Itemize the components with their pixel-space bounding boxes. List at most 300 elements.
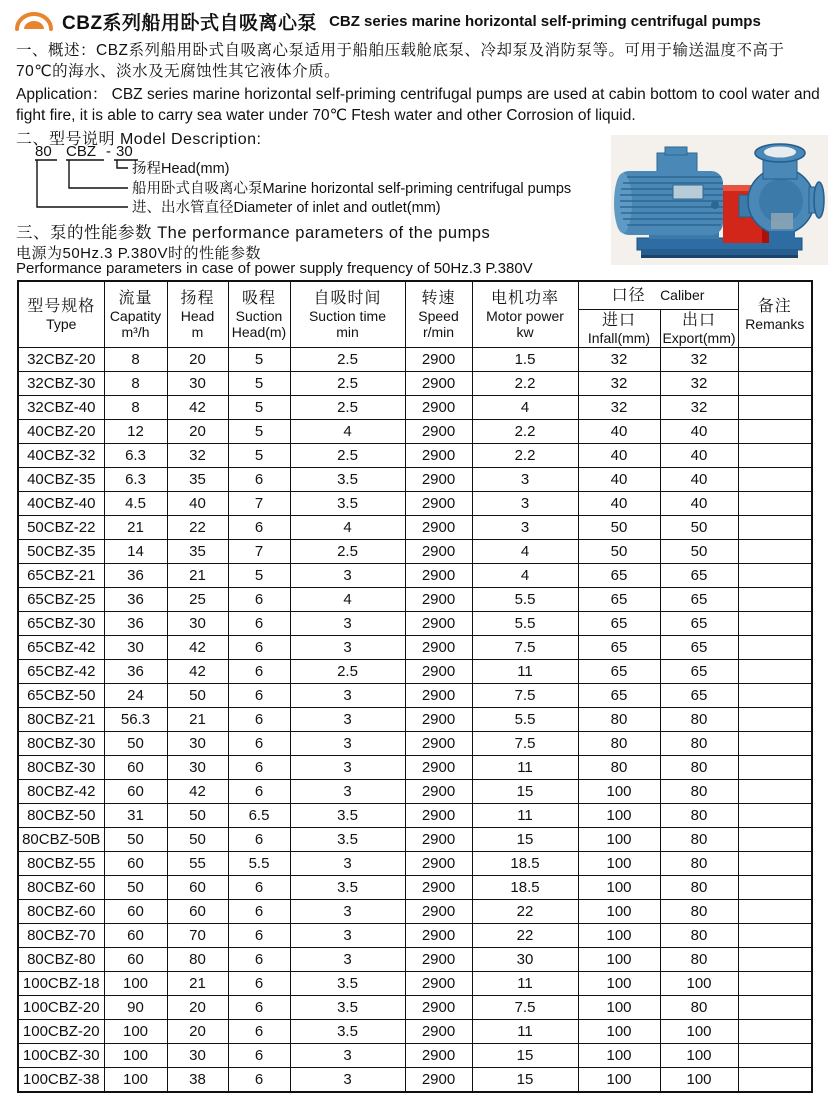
table-row [18,779,812,803]
table-cell: 30 [104,635,167,659]
performance-table [17,280,813,1093]
table-cell: 80 [660,803,738,827]
table-cell: 2900 [405,563,472,587]
table-cell: 3.5 [290,995,405,1019]
table-cell: 6 [228,467,290,491]
table-cell: 80 [578,707,660,731]
table-cell: 6 [228,923,290,947]
table-cell: 100 [660,1067,738,1092]
table-cell: 4 [472,395,578,419]
table-cell: 7 [228,491,290,515]
col-header-head-unit: m [191,323,204,340]
table-cell: 80CBZ-42 [18,779,104,803]
table-cell: 55 [167,851,228,875]
table-cell: 2900 [405,827,472,851]
table-cell: 80 [660,707,738,731]
table-cell: 65 [660,611,738,635]
brand-arc-icon [14,9,54,35]
table-cell [738,395,812,419]
table-cell: 3 [290,635,405,659]
table-cell: 22 [167,515,228,539]
table-cell: 60 [167,899,228,923]
table-cell: 2900 [405,1067,472,1092]
col-header-type-en: Type [46,315,77,332]
table-cell: 65 [578,635,660,659]
table-row [18,923,812,947]
col-header-motor-power-zh: 电机功率 [490,289,559,307]
table-cell: 5 [228,563,290,587]
table-cell: 3.5 [290,803,405,827]
table-cell: 2.5 [290,659,405,683]
col-header-suction [228,281,290,347]
table-cell: 3 [290,683,405,707]
page-header [14,8,761,35]
table-cell: 50 [578,515,660,539]
table-cell: 65CBZ-21 [18,563,104,587]
performance-heading: 三、泵的性能参数 The performance parameters of the pumps [16,224,491,242]
table-cell [738,587,812,611]
table-cell: 3 [290,923,405,947]
table-cell: 14 [104,539,167,563]
table-cell: 3 [290,947,405,971]
col-header-suction-en: Suction [235,307,283,324]
table-cell: 3 [290,779,405,803]
model-description-heading: 二、型号说明 Model Description: [16,131,262,148]
table-cell: 5.5 [472,611,578,635]
table-cell: 20 [167,1019,228,1043]
table-cell: 2900 [405,515,472,539]
table-cell [738,851,812,875]
table-cell: 50CBZ-35 [18,539,104,563]
table-cell: 2900 [405,467,472,491]
table-row [18,443,812,467]
col-header-infall-en: Infall(mm) [587,329,651,346]
table-cell: 50 [660,515,738,539]
table-cell: 80CBZ-80 [18,947,104,971]
table-cell: 60 [104,755,167,779]
table-cell: 15 [472,1067,578,1092]
table-cell: 50 [104,731,167,755]
table-cell: 12 [104,419,167,443]
page-title-zh: CBZ系列船用卧式自吸离心泵 [62,13,318,34]
table-cell: 5 [228,443,290,467]
table-cell: 40 [578,443,660,467]
table-cell: 32 [660,371,738,395]
table-cell: 2900 [405,851,472,875]
table-cell [738,779,812,803]
page-title-en: CBZ series marine horizontal self-priming centrifugal pumps [329,13,761,30]
table-cell: 40 [660,491,738,515]
table-cell: 100 [578,947,660,971]
col-header-motor-power-unit: kw [516,323,534,340]
table-cell: 30 [167,731,228,755]
table-cell: 36 [104,587,167,611]
table-cell: 6 [228,755,290,779]
table-cell: 40 [578,467,660,491]
table-cell: 2.5 [290,347,405,371]
table-cell [738,827,812,851]
table-cell: 35 [167,539,228,563]
table-cell: 80CBZ-70 [18,923,104,947]
table-cell: 3 [472,515,578,539]
col-header-infall [578,309,660,347]
table-cell [738,419,812,443]
table-cell: 5.5 [472,707,578,731]
table-cell: 100 [104,971,167,995]
table-cell [738,371,812,395]
table-cell: 5 [228,419,290,443]
table-cell: 80 [660,875,738,899]
table-cell: 65CBZ-42 [18,659,104,683]
table-cell: 100 [104,1067,167,1092]
table-cell: 6 [228,971,290,995]
table-cell: 7.5 [472,995,578,1019]
table-cell: 6 [228,683,290,707]
table-cell [738,755,812,779]
table-cell: 2900 [405,779,472,803]
table-cell: 30 [167,1043,228,1067]
table-cell [738,443,812,467]
power-note-zh: 电源为50Hz.3 P.380V时的性能参数 [16,245,261,262]
table-cell: 3 [290,1067,405,1092]
col-header-caliber-zh: 口径 [611,286,646,304]
table-cell: 3.5 [290,971,405,995]
table-cell: 6.3 [104,467,167,491]
model-label-series: 船用卧式自吸离心泵Marine horizontal self-priming centrifugal pumps [132,181,572,197]
table-cell: 2900 [405,683,472,707]
table-cell: 3.5 [290,467,405,491]
table-cell: 80 [660,851,738,875]
table-cell: 80 [660,923,738,947]
table-cell: 100 [578,827,660,851]
table-cell: 40CBZ-32 [18,443,104,467]
table-row [18,707,812,731]
table-row [18,491,812,515]
table-row [18,611,812,635]
table-cell: 6 [228,779,290,803]
table-cell: 8 [104,395,167,419]
table-cell: 35 [167,467,228,491]
col-header-type [18,281,104,347]
power-note-en: Performance parameters in case of power supply frequency of 50Hz.3 P.380V [16,260,533,277]
table-cell: 6 [228,707,290,731]
table-cell [738,491,812,515]
col-header-motor-power-en: Motor power [486,307,564,324]
table-cell: 100 [578,803,660,827]
table-cell: 65 [578,683,660,707]
table-cell: 40CBZ-20 [18,419,104,443]
table-cell: 100 [104,1043,167,1067]
table-cell: 18.5 [472,875,578,899]
table-cell: 50 [167,827,228,851]
table-cell: 7 [228,539,290,563]
table-row [18,1019,812,1043]
table-cell: 100 [578,779,660,803]
table-cell: 80 [660,731,738,755]
table-row [18,683,812,707]
table-cell: 21 [104,515,167,539]
table-cell: 100 [660,1043,738,1067]
table-cell: 65CBZ-30 [18,611,104,635]
table-cell: 3 [472,467,578,491]
table-row [18,419,812,443]
table-cell: 100 [104,1019,167,1043]
col-header-infall-zh: 进口 [601,311,636,329]
col-header-speed-unit: r/min [422,323,455,340]
table-cell: 5 [228,371,290,395]
table-cell: 21 [167,563,228,587]
table-cell: 50 [167,803,228,827]
model-code-size: 80 [35,143,52,160]
table-cell: 65 [660,683,738,707]
table-cell: 100 [578,899,660,923]
table-cell: 2900 [405,707,472,731]
table-cell: 22 [472,899,578,923]
table-cell: 100CBZ-20 [18,995,104,1019]
table-cell: 65 [578,563,660,587]
table-cell: 6.3 [104,443,167,467]
table-row [18,467,812,491]
table-cell: 2900 [405,995,472,1019]
table-cell: 3 [290,1043,405,1067]
table-cell [738,635,812,659]
table-cell [738,659,812,683]
col-header-capacity [104,281,167,347]
table-cell: 80CBZ-30 [18,731,104,755]
table-row [18,659,812,683]
col-header-head [167,281,228,347]
table-cell: 80CBZ-55 [18,851,104,875]
table-cell: 15 [472,779,578,803]
table-cell: 40CBZ-35 [18,467,104,491]
table-cell: 3 [472,491,578,515]
table-cell: 40 [167,491,228,515]
model-label-head: 扬程Head(mm) [132,161,230,177]
table-cell: 42 [167,635,228,659]
table-cell: 80 [660,995,738,1019]
table-cell: 60 [104,947,167,971]
table-row [18,563,812,587]
table-cell: 2900 [405,419,472,443]
table-cell: 7.5 [472,731,578,755]
table-row [18,1043,812,1067]
col-header-suction-time-zh: 自吸时间 [313,289,382,307]
table-cell: 3 [290,851,405,875]
table-row [18,899,812,923]
table-cell: 80 [660,779,738,803]
pump-product-image [611,135,828,265]
table-cell: 100 [578,1019,660,1043]
table-cell: 22 [472,923,578,947]
table-cell: 40 [660,419,738,443]
table-cell: 6 [228,899,290,923]
table-cell: 40CBZ-40 [18,491,104,515]
table-cell: 100 [660,1019,738,1043]
table-cell: 60 [104,779,167,803]
table-cell: 100CBZ-30 [18,1043,104,1067]
table-cell: 36 [104,659,167,683]
table-cell: 100CBZ-18 [18,971,104,995]
col-header-suction-time-unit: min [336,323,359,340]
table-cell: 2900 [405,587,472,611]
table-cell: 32CBZ-40 [18,395,104,419]
table-cell: 2900 [405,947,472,971]
table-row [18,803,812,827]
table-cell: 80CBZ-60 [18,875,104,899]
table-row [18,731,812,755]
table-cell: 38 [167,1067,228,1092]
table-cell: 2900 [405,347,472,371]
table-cell: 2900 [405,899,472,923]
table-cell: 40 [578,491,660,515]
col-header-capacity-en: Capatity [109,307,162,324]
model-code-series: CBZ [66,143,96,160]
table-cell [738,923,812,947]
table-row [18,875,812,899]
table-cell: 42 [167,779,228,803]
col-header-caliber-en: Caliber [660,286,705,303]
table-cell [738,467,812,491]
table-cell [738,731,812,755]
table-cell: 65CBZ-25 [18,587,104,611]
table-cell: 100 [578,1067,660,1092]
table-cell: 6 [228,995,290,1019]
table-cell: 2.2 [472,419,578,443]
table-row [18,1067,812,1092]
table-cell: 50CBZ-22 [18,515,104,539]
table-cell: 20 [167,995,228,1019]
col-header-suction-zh: 吸程 [241,289,276,307]
table-cell [738,995,812,1019]
table-cell [738,1019,812,1043]
col-header-export [660,309,738,347]
table-cell: 50 [660,539,738,563]
table-cell: 11 [472,1019,578,1043]
col-header-speed [405,281,472,347]
col-header-suction-time-en: Suction time [308,307,387,324]
table-cell: 15 [472,827,578,851]
table-cell: 6 [228,587,290,611]
table-cell: 100 [660,971,738,995]
table-cell: 20 [167,347,228,371]
table-cell: 6 [228,659,290,683]
table-cell: 50 [167,683,228,707]
table-cell: 30 [167,371,228,395]
table-cell: 65 [578,611,660,635]
table-cell: 21 [167,707,228,731]
table-cell [738,611,812,635]
table-cell: 24 [104,683,167,707]
table-cell: 4.5 [104,491,167,515]
table-cell: 80CBZ-50 [18,803,104,827]
col-header-type-zh: 型号规格 [27,297,96,315]
table-cell: 5.5 [228,851,290,875]
table-cell: 20 [167,419,228,443]
col-header-capacity-zh: 流量 [118,289,153,307]
table-row [18,995,812,1019]
table-cell: 3 [290,707,405,731]
table-cell: 2900 [405,659,472,683]
table-cell: 100 [578,875,660,899]
table-cell [738,515,812,539]
table-cell: 2.5 [290,443,405,467]
table-cell: 11 [472,971,578,995]
table-cell: 65 [578,659,660,683]
col-header-remarks [738,281,812,347]
table-cell: 42 [167,659,228,683]
overview-paragraph-zh: 一、概述：CBZ系列船用卧式自吸离心泵适用于船舶压载舱底泵、冷却泵及消防泵等。可用于输送温度不高于70℃的海水、淡水及无腐蚀性其它液体介质。 [16,42,785,80]
table-row [18,971,812,995]
table-cell [738,347,812,371]
table-cell: 80 [660,827,738,851]
table-row [18,539,812,563]
table-cell: 31 [104,803,167,827]
table-row [18,371,812,395]
table-cell [738,707,812,731]
table-cell: 40 [660,467,738,491]
table-cell: 2.5 [290,539,405,563]
table-cell: 6 [228,875,290,899]
table-row [18,827,812,851]
table-cell: 60 [104,923,167,947]
table-cell: 100 [578,923,660,947]
model-code-leader-lines [35,160,138,207]
table-cell [738,875,812,899]
table-cell: 21 [167,971,228,995]
table-cell: 2900 [405,611,472,635]
table-cell: 80 [660,755,738,779]
col-header-capacity-unit: m³/h [121,323,150,340]
table-cell: 80 [167,947,228,971]
table-cell: 50 [104,827,167,851]
table-cell: 60 [104,851,167,875]
table-cell: 2900 [405,923,472,947]
table-cell: 2900 [405,1043,472,1067]
table-cell: 80 [578,755,660,779]
table-cell: 4 [472,539,578,563]
table-cell: 70 [167,923,228,947]
table-cell: 2900 [405,539,472,563]
table-cell: 2900 [405,803,472,827]
model-code-diagram [20,140,630,220]
table-cell: 100 [578,851,660,875]
table-cell [738,971,812,995]
table-cell: 2.2 [472,443,578,467]
table-cell: 2.2 [472,371,578,395]
table-cell: 25 [167,587,228,611]
table-cell: 15 [472,1043,578,1067]
model-code-dash: - [106,143,111,160]
table-cell: 3.5 [290,1019,405,1043]
table-cell: 30 [167,755,228,779]
table-cell: 5.5 [472,587,578,611]
table-cell: 11 [472,659,578,683]
table-row [18,851,812,875]
col-header-speed-zh: 转速 [421,289,456,307]
table-cell: 42 [167,395,228,419]
table-cell: 2900 [405,635,472,659]
table-cell: 40 [578,419,660,443]
table-cell: 100 [578,971,660,995]
table-cell: 6 [228,827,290,851]
table-row [18,947,812,971]
col-header-head-en: Head [180,307,215,324]
table-cell: 32 [578,395,660,419]
col-header-speed-en: Speed [418,307,459,324]
table-cell [738,683,812,707]
table-cell: 7.5 [472,683,578,707]
col-header-head-zh: 扬程 [180,289,215,307]
